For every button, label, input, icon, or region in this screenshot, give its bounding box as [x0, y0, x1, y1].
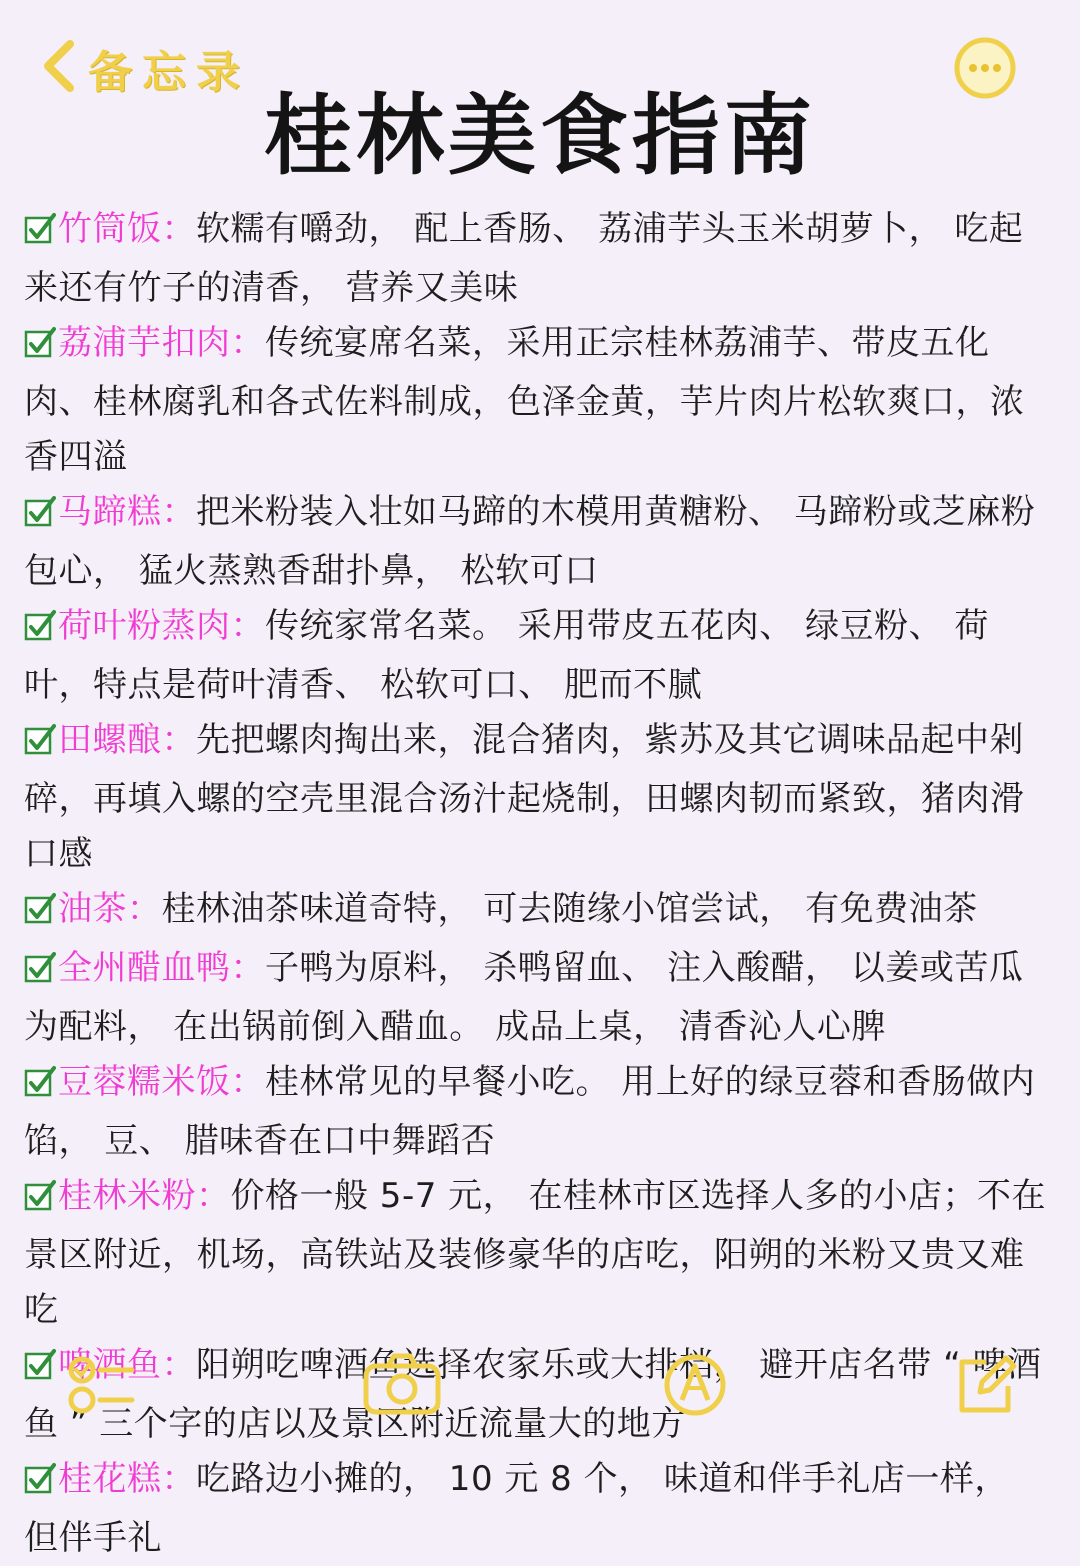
food-name: 马蹄糕：	[58, 492, 196, 532]
food-name: 田螺酿：	[58, 720, 196, 760]
food-item	[24, 713, 1054, 882]
compose-icon	[952, 1403, 1018, 1422]
food-description: 软糯有嚼劲， 配上香肠、 荔浦芋头玉米胡萝卜， 吃起来还有竹子的清香， 营养又美味	[24, 209, 1024, 308]
food-description: 子鸭为原料， 杀鸭留血、 注入酸醋， 以姜或苦瓜为配料， 在出锅前倒入醋血。 成品上桌， 清香沁人心脾	[24, 948, 1024, 1047]
food-name: 荔浦芋扣肉：	[58, 323, 265, 363]
food-name: 桂花糕：	[58, 1459, 196, 1499]
camera-icon	[362, 1401, 442, 1420]
food-name: 油茶：	[58, 889, 162, 929]
food-item	[24, 202, 1054, 316]
checkbox-checked-icon[interactable]	[24, 945, 56, 1000]
food-item	[24, 485, 1054, 599]
food-description: 把米粉装入壮如马蹄的木模用黄糖粉、 马蹄粉或芝麻粉包心， 猛火蒸熟香甜扑鼻， 松软可口	[24, 492, 1036, 591]
checkbox-checked-icon[interactable]	[24, 603, 56, 658]
food-name: 啤酒鱼：	[58, 1345, 196, 1385]
food-name: 豆蓉糯米饭：	[58, 1062, 265, 1102]
checkbox-checked-icon[interactable]	[24, 1173, 56, 1228]
food-description: 传统家常名菜。 采用带皮五花肉、 绿豆粉、 荷叶，特点是荷叶清香、 松软可口、 肥而不腻	[24, 606, 989, 705]
food-name: 竹筒饭：	[58, 209, 196, 249]
food-item	[24, 1452, 1054, 1566]
food-item	[24, 599, 1054, 713]
food-description: 桂林常见的早餐小吃。 用上好的绿豆蓉和香肠做内馅， 豆、 腊味香在口中舞蹈否	[24, 1062, 1036, 1161]
checkbox-checked-icon[interactable]	[24, 320, 56, 375]
checkbox-checked-icon[interactable]	[24, 1059, 56, 1114]
checkbox-checked-icon[interactable]	[24, 886, 56, 941]
compose-button[interactable]	[952, 1352, 1018, 1422]
food-description: 吃路边小摊的， 10 元 8 个， 味道和伴手礼店一样， 但伴手礼	[24, 1459, 1009, 1558]
checklist-icon	[66, 1401, 138, 1420]
checkbox-checked-icon[interactable]	[24, 1456, 56, 1511]
checkbox-checked-icon[interactable]	[24, 717, 56, 772]
food-name: 荷叶粉蒸肉：	[58, 606, 265, 646]
checkbox-checked-icon[interactable]	[24, 489, 56, 544]
camera-button[interactable]	[362, 1352, 442, 1420]
pen-icon	[662, 1403, 728, 1422]
food-item	[24, 1169, 1054, 1338]
food-description: 桂林油茶味道奇特， 可去随缘小馆尝试， 有免费油茶	[161, 889, 978, 929]
food-item	[24, 882, 1054, 941]
checkbox-checked-icon[interactable]	[24, 206, 56, 261]
food-description: 先把螺肉掏出来，混合猪肉，紫苏及其它调味品起中剁碎，再填入螺的空壳里混合汤汁起烧制，田螺肉韧而紧致，猪肉滑口感	[24, 720, 1025, 874]
food-item	[24, 941, 1054, 1055]
food-description: 价格一般 5-7 元， 在桂林市区选择人多的小店；不在景区附近，机场，高铁站及装修豪华的店吃，阳朔的米粉又贵又难吃	[24, 1176, 1046, 1330]
food-item	[24, 1055, 1054, 1169]
back-label: 备忘录	[88, 47, 250, 98]
food-name: 桂林米粉：	[58, 1176, 231, 1216]
food-description: 传统宴席名菜，采用正宗桂林荔浦芋、带皮五化肉、桂林腐乳和各式佐料制成，色泽金黄，芋片肉片松软爽口，浓香四溢	[24, 323, 1025, 477]
food-name: 全州醋血鸭：	[58, 948, 265, 988]
markup-button[interactable]	[662, 1352, 728, 1422]
food-item	[24, 316, 1054, 485]
food-description: 阳朔吃啤酒鱼选择农家乐或大排档， 避开店名带 “ 啤酒鱼 ” 三个字的店以及景区附近流量大的地方	[24, 1345, 1042, 1444]
checklist-button[interactable]	[66, 1352, 138, 1420]
page-title: 桂林美食指南	[263, 84, 816, 187]
bottom-toolbar	[0, 1350, 1080, 1440]
